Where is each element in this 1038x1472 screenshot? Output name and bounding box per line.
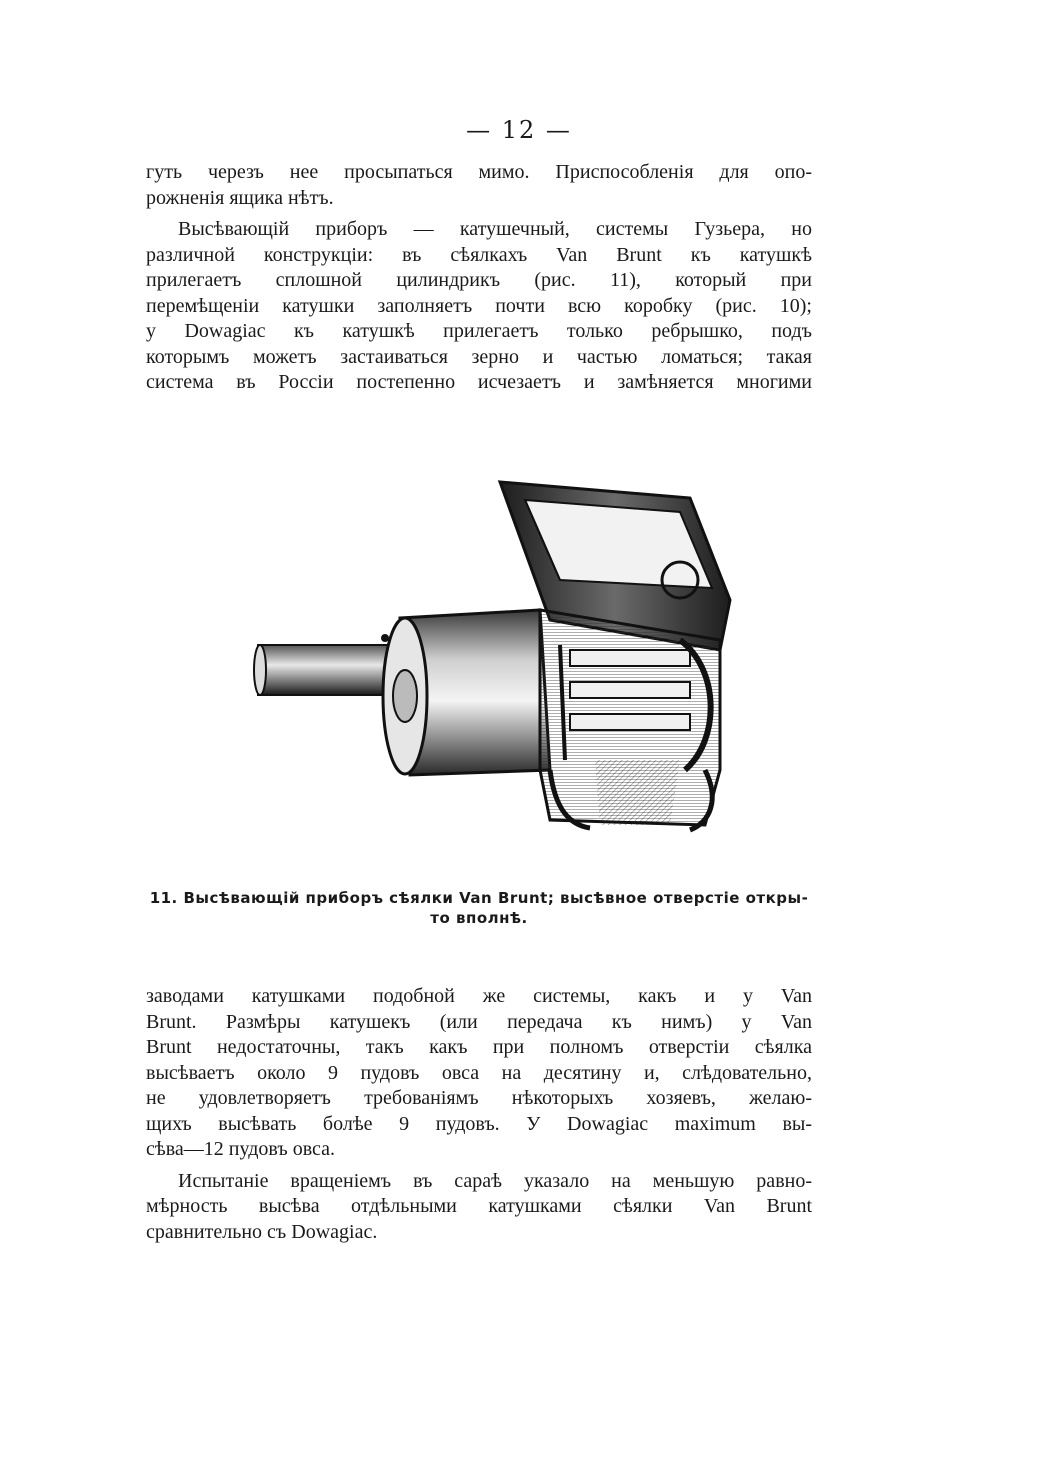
text-line: Испытаніе вращеніемъ въ сараѣ указало на меньшую равно- [178,1169,812,1192]
text-line: сѣва—12 пудовъ овса. [146,1138,336,1160]
text-line: высѣваетъ около 9 пудовъ овса на десятину и, слѣдовательно, [146,1061,812,1084]
text-line: перемѣщеніи катушки заполняетъ почти всю коробку (рис. 10); [146,294,812,317]
page-number: — 12 — [466,116,572,144]
paragraph-factories [146,984,812,1163]
text-line: заводами катушками подобной же системы, какъ и у Van [146,985,812,1007]
text-line: различной конструкціи: въ сѣялкахъ Van Brunt къ катушкѣ [146,243,812,266]
caption-line: 11. Высѣвающій приборъ сѣялки Van Brunt; высѣвное отверстіе откры- [149,889,809,907]
text-line: система въ Россіи постепенно исчезаетъ и замѣняется многими [146,371,812,393]
text-line: Brunt. Размѣры катушекъ (или передача къ нимъ) у Van [146,1010,812,1033]
bottom-text-block [146,984,812,1251]
text-line: у Dowagiac къ катушкѣ прилегаетъ только ребрышко, подъ [146,320,812,342]
text-line: не удовлетворяетъ требованіямъ нѣкоторыхъ хозяевъ, желаю- [146,1087,812,1109]
caption-line: то вполнѣ. [430,909,528,927]
text-line: которымъ можетъ застаиваться зерно и частью ломаться; такая [146,345,812,368]
paragraph-rotation-test [146,1169,812,1246]
shaft-end [254,645,266,695]
text-line: рожненія ящика нѣтъ. [146,186,334,209]
text-line: Высѣвающій приборъ — катушечный, системы Гузьера, но [178,218,812,240]
top-text-block [146,160,812,402]
reel-rib [570,714,690,730]
text-line: прилегаетъ сплошной цилиндрикъ (рис. 11), который при [146,269,812,291]
figure-caption [146,888,812,928]
reel-rib [570,682,690,698]
seeder-drawing [250,470,750,840]
seed-stream [595,760,680,825]
paragraph-seeding-device [146,217,812,396]
reel-rib [570,650,690,666]
paragraph-continuation [146,160,812,211]
seeder-mechanism-illustration [250,470,750,840]
text-line: щихъ высѣвать болѣе 9 пудовъ. У Dowagiac maximum вы- [146,1112,812,1135]
text-line: сравнительно съ Dowagiac. [146,1220,378,1243]
text-line: Brunt недостаточны, такъ какъ при полномъ отверстіи сѣялка [146,1036,812,1058]
text-line: мѣрность высѣва отдѣльными катушками сѣялки Van Brunt [146,1195,812,1217]
text-line: гуть черезъ нее просыпаться мимо. Приспособленія для опо- [146,161,812,183]
